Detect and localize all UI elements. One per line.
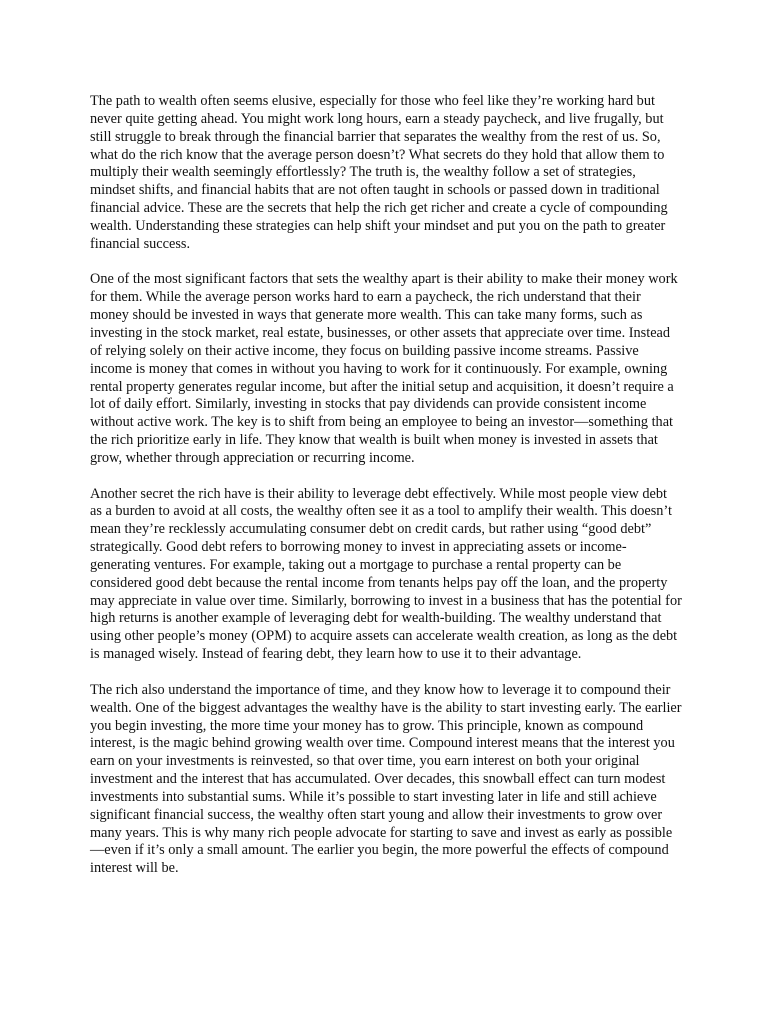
- paragraph-2: One of the most significant factors that sets the wealthy apart is their ability to make their money work for them. While the average person works hard to earn a paycheck, the rich understand that their money should be invested in ways that generate more wealth. This can take many forms, such as investing in the stock market, real estate, businesses, or other assets that appreciate over time. Instead of relying solely on their active income, they focus on building passive income streams. Passive income is money that comes in without you having to work for it continuously. For example, owning rental property generates regular income, but after the initial setup and acquisition, it doesn’t require a lot of daily effort. Similarly, investing in stocks that pay dividends can provide consistent income without active work. The key is to shift from being an employee to being an investor—something that the rich prioritize early in life. They know that wealth is built when money is invested in assets that grow, whether through appreciation or recurring income.: [90, 271, 678, 466]
- document-body: [90, 93, 682, 896]
- paragraph-4: The rich also understand the importance of time, and they know how to leverage it to compound their wealth. One of the biggest advantages the wealthy have is the ability to start investing early. The earlier you begin investing, the more time your money has to grow. This principle, known as compound interest, is the magic behind growing wealth over time. Compound interest means that the interest you earn on your investments is reinvested, so that over time, you earn interest on both your original investment and the interest that has accumulated. Over decades, this snowball effect can turn modest investments into substantial sums. While it’s possible to start investing later in life and still achieve significant financial success, the wealthy often start young and allow their investments to grow over many years. This is why many rich people advocate for starting to save and invest as early as possible—even if it’s only a small amount. The earlier you begin, the more powerful the effects of compound interest will be.: [90, 681, 682, 877]
- paragraph-1: The path to wealth often seems elusive, especially for those who feel like they’re working hard but never quite getting ahead. You might work long hours, earn a steady paycheck, and live frugally, but still struggle to break through the financial barrier that separates the wealthy from the rest of us. So, what do the rich know that the average person doesn’t? What secrets do they hold that allow them to multiply their wealth seemingly effortlessly? The truth is, the wealthy follow a set of strategies, mindset shifts, and financial habits that are not often taught in schools or passed down in traditional financial advice. These are the secrets that help the rich get richer and create a cycle of compounding wealth. Understanding these strategies can help shift your mindset and put you on the path to greater financial success.: [90, 93, 668, 252]
- paragraph-3: Another secret the rich have is their ability to leverage debt effectively. While most people view debt as a burden to avoid at all costs, the wealthy often see it as a tool to amplify their wealth. This doesn’t mean they’re recklessly accumulating consumer debt on credit cards, but rather using “good debt” strategically. Good debt refers to borrowing money to invest in appreciating assets or income-generating ventures. For example, taking out a mortgage to purchase a rental property can be considered good debt because the rental income from tenants helps pay off the loan, and the property may appreciate in value over time. Similarly, borrowing to invest in a business that has the potential for high returns is another example of leveraging debt for wealth-building. The wealthy understand that using other people’s money (OPM) to acquire assets can accelerate wealth creation, as long as the debt is managed wisely. Instead of fearing debt, they learn how to use it to their advantage.: [90, 485, 682, 663]
